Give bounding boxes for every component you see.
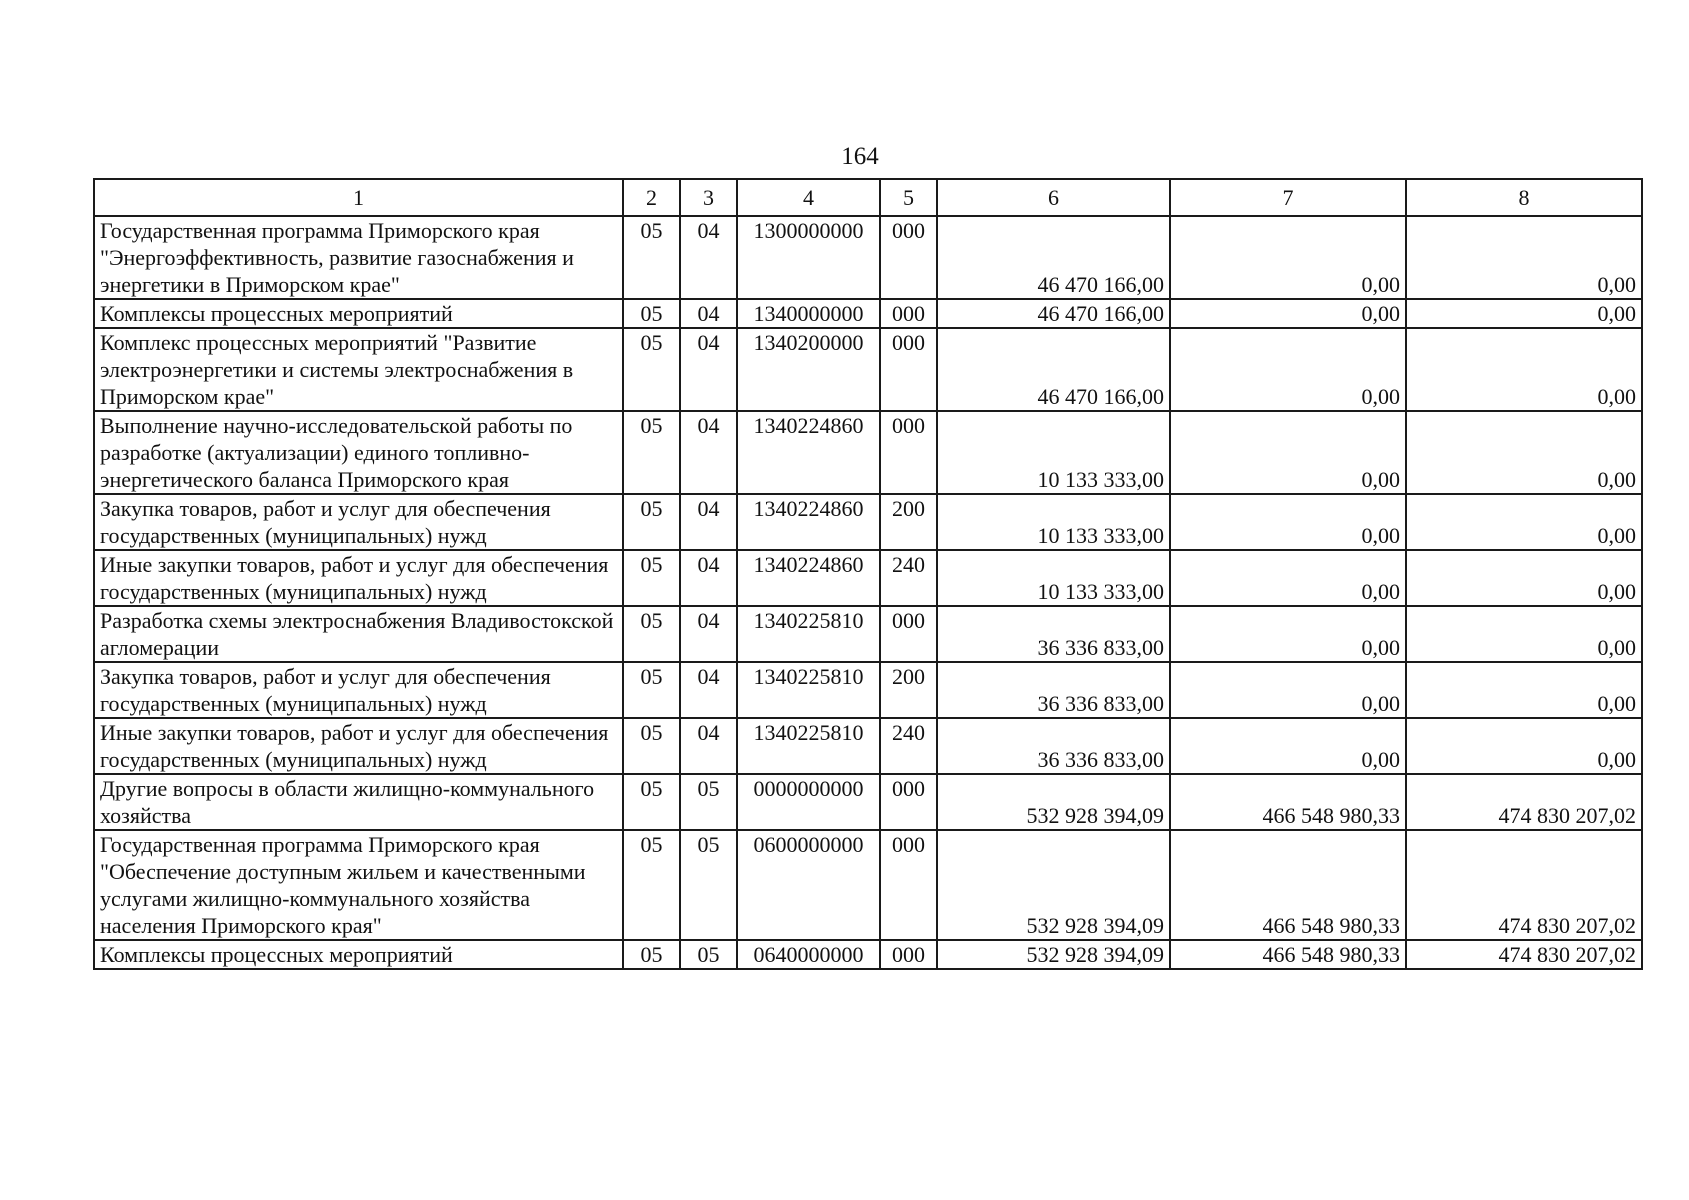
amount-col8: 0,00: [1406, 550, 1642, 606]
section-code: 05: [623, 550, 680, 606]
table-row: [94, 940, 1642, 969]
section-code: 05: [623, 328, 680, 411]
section-code: 05: [623, 830, 680, 940]
row-name: Другие вопросы в области жилищно-коммунального хозяйства: [94, 774, 623, 830]
subsection-code: 04: [680, 411, 737, 494]
table-row: [94, 662, 1642, 718]
amount-col6: 10 133 333,00: [937, 550, 1170, 606]
target-code: 1340000000: [737, 299, 880, 328]
amount-col6: 46 470 166,00: [937, 216, 1170, 299]
amount-col8: 0,00: [1406, 606, 1642, 662]
subsection-code: 04: [680, 299, 737, 328]
target-code: 1340225810: [737, 718, 880, 774]
table-row: [94, 328, 1642, 411]
target-code: 1340224860: [737, 411, 880, 494]
column-number-row: [94, 179, 1642, 216]
amount-col7: 0,00: [1170, 328, 1406, 411]
amount-col6: 532 928 394,09: [937, 940, 1170, 969]
section-code: 05: [623, 494, 680, 550]
amount-col7: 0,00: [1170, 662, 1406, 718]
section-code: 05: [623, 216, 680, 299]
expense-type-code: 000: [880, 216, 937, 299]
section-code: 05: [623, 662, 680, 718]
amount-col7: 0,00: [1170, 718, 1406, 774]
target-code: 0640000000: [737, 940, 880, 969]
amount-col8: 474 830 207,02: [1406, 940, 1642, 969]
section-code: 05: [623, 299, 680, 328]
target-code: 0600000000: [737, 830, 880, 940]
column-number: 6: [937, 179, 1170, 216]
table-row: [94, 774, 1642, 830]
expense-type-code: 000: [880, 411, 937, 494]
amount-col6: 46 470 166,00: [937, 328, 1170, 411]
row-name: Иные закупки товаров, работ и услуг для обеспечения государственных (муниципальных) нужд: [94, 718, 623, 774]
column-number: 2: [623, 179, 680, 216]
target-code: 1340224860: [737, 550, 880, 606]
table-row: [94, 718, 1642, 774]
expense-type-code: 000: [880, 940, 937, 969]
section-code: 05: [623, 718, 680, 774]
column-number: 7: [1170, 179, 1406, 216]
amount-col6: 36 336 833,00: [937, 718, 1170, 774]
amount-col8: 0,00: [1406, 299, 1642, 328]
subsection-code: 04: [680, 606, 737, 662]
amount-col6: 36 336 833,00: [937, 662, 1170, 718]
row-name: Выполнение научно-исследовательской работы по разработке (актуализации) единого топливно-энергетического баланса Приморского края: [94, 411, 623, 494]
subsection-code: 04: [680, 662, 737, 718]
table-row: [94, 550, 1642, 606]
column-number: 5: [880, 179, 937, 216]
amount-col7: 0,00: [1170, 494, 1406, 550]
column-number: 4: [737, 179, 880, 216]
budget-table: [93, 178, 1643, 970]
target-code: 0000000000: [737, 774, 880, 830]
subsection-code: 04: [680, 494, 737, 550]
row-name: Комплексы процессных мероприятий: [94, 940, 623, 969]
row-name: Комплекс процессных мероприятий "Развитие электроэнергетики и системы электроснабжения в Приморском крае": [94, 328, 623, 411]
target-code: 1340225810: [737, 606, 880, 662]
table-row: [94, 411, 1642, 494]
subsection-code: 04: [680, 216, 737, 299]
expense-type-code: 200: [880, 662, 937, 718]
expense-type-code: 000: [880, 774, 937, 830]
amount-col8: 474 830 207,02: [1406, 830, 1642, 940]
expense-type-code: 000: [880, 606, 937, 662]
amount-col7: 0,00: [1170, 216, 1406, 299]
subsection-code: 05: [680, 774, 737, 830]
amount-col8: 474 830 207,02: [1406, 774, 1642, 830]
amount-col8: 0,00: [1406, 411, 1642, 494]
amount-col8: 0,00: [1406, 494, 1642, 550]
subsection-code: 04: [680, 550, 737, 606]
amount-col7: 0,00: [1170, 606, 1406, 662]
amount-col7: 0,00: [1170, 550, 1406, 606]
column-number: 3: [680, 179, 737, 216]
amount-col7: 466 548 980,33: [1170, 940, 1406, 969]
subsection-code: 04: [680, 718, 737, 774]
table-row: [94, 494, 1642, 550]
target-code: 1340225810: [737, 662, 880, 718]
amount-col8: 0,00: [1406, 328, 1642, 411]
amount-col6: 532 928 394,09: [937, 830, 1170, 940]
amount-col7: 466 548 980,33: [1170, 774, 1406, 830]
amount-col6: 36 336 833,00: [937, 606, 1170, 662]
row-name: Государственная программа Приморского края "Обеспечение доступным жильем и качественными услугами жилищно-коммунального хозяйства населения Приморского края": [94, 830, 623, 940]
row-name: Государственная программа Приморского края "Энергоэффективность, развитие газоснабжения и энергетики в Приморском крае": [94, 216, 623, 299]
amount-col6: 10 133 333,00: [937, 494, 1170, 550]
expense-type-code: 240: [880, 550, 937, 606]
row-name: Закупка товаров, работ и услуг для обеспечения государственных (муниципальных) нужд: [94, 662, 623, 718]
section-code: 05: [623, 774, 680, 830]
column-number: 8: [1406, 179, 1642, 216]
amount-col8: 0,00: [1406, 662, 1642, 718]
table-row: [94, 299, 1642, 328]
target-code: 1340200000: [737, 328, 880, 411]
table-row: [94, 606, 1642, 662]
expense-type-code: 000: [880, 830, 937, 940]
amount-col8: 0,00: [1406, 216, 1642, 299]
amount-col8: 0,00: [1406, 718, 1642, 774]
amount-col7: 0,00: [1170, 411, 1406, 494]
subsection-code: 04: [680, 328, 737, 411]
expense-type-code: 000: [880, 299, 937, 328]
subsection-code: 05: [680, 830, 737, 940]
target-code: 1340224860: [737, 494, 880, 550]
expense-type-code: 200: [880, 494, 937, 550]
column-number: 1: [94, 179, 623, 216]
row-name: Разработка схемы электроснабжения Владивостокской агломерации: [94, 606, 623, 662]
expense-type-code: 240: [880, 718, 937, 774]
section-code: 05: [623, 411, 680, 494]
subsection-code: 05: [680, 940, 737, 969]
amount-col6: 10 133 333,00: [937, 411, 1170, 494]
section-code: 05: [623, 940, 680, 969]
page-number: 164: [841, 143, 879, 170]
expense-type-code: 000: [880, 328, 937, 411]
row-name: Иные закупки товаров, работ и услуг для обеспечения государственных (муниципальных) нужд: [94, 550, 623, 606]
amount-col7: 0,00: [1170, 299, 1406, 328]
row-name: Закупка товаров, работ и услуг для обеспечения государственных (муниципальных) нужд: [94, 494, 623, 550]
section-code: 05: [623, 606, 680, 662]
table-row: [94, 830, 1642, 940]
row-name: Комплексы процессных мероприятий: [94, 299, 623, 328]
amount-col6: 532 928 394,09: [937, 774, 1170, 830]
amount-col6: 46 470 166,00: [937, 299, 1170, 328]
target-code: 1300000000: [737, 216, 880, 299]
amount-col7: 466 548 980,33: [1170, 830, 1406, 940]
table-row: [94, 216, 1642, 299]
